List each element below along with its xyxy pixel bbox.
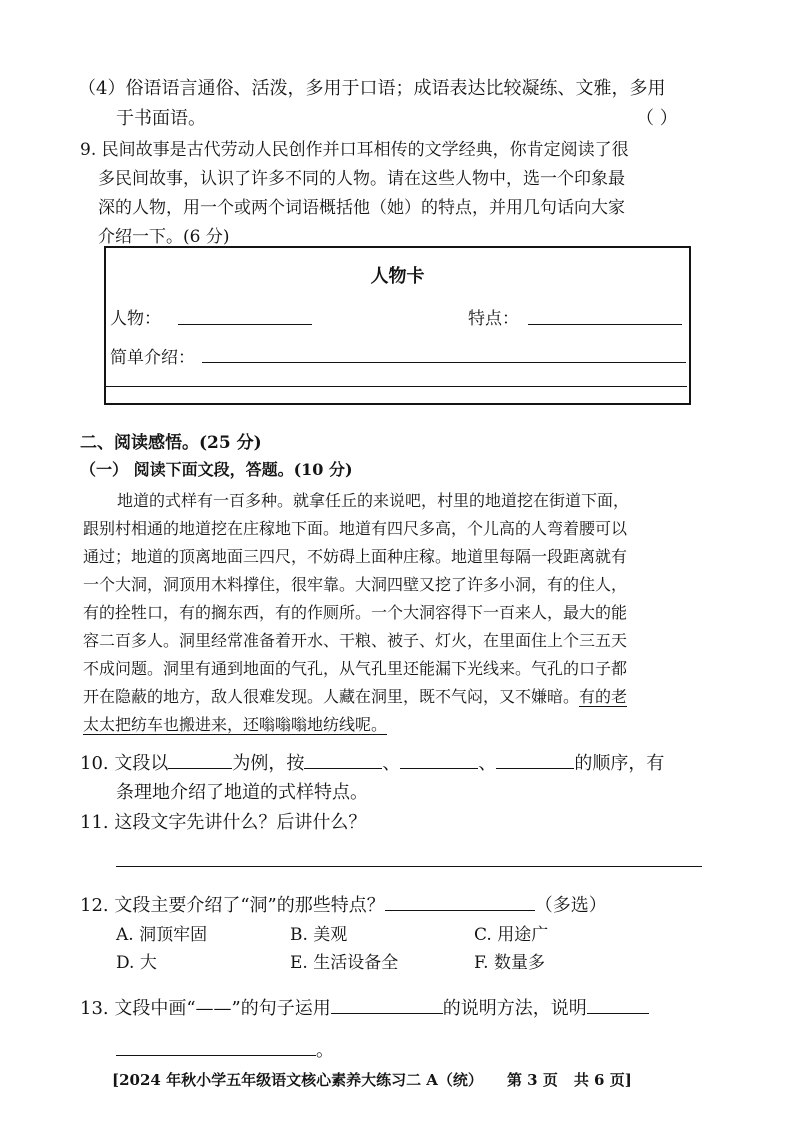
q11-question: 11. 这段文字先讲什么？后讲什么？ (80, 812, 367, 833)
q12-option-c[interactable]: C. 用途广 (474, 925, 549, 945)
q13-blank-method[interactable] (331, 995, 443, 1014)
q13-line2 (116, 1036, 794, 1062)
passage-line-4: 一个大洞，洞顶用木料撑住，很牢靠。大洞四壁又挖了许多小洞，有的住人， (83, 575, 628, 594)
q13-mid: 的说明方法，说明 (442, 998, 587, 1019)
footer-total: 共 6 页] (573, 1071, 632, 1089)
passage-line-3: 通过；地道的顶离地面三四尺，不妨碍上面种庄稼。地道里每隔一段距离就有 (83, 547, 628, 566)
q9-line1: 9. 民间故事是古代劳动人民创作并口耳相传的文学经典，你肯定阅读了很 (80, 140, 629, 160)
card-person-blank[interactable] (178, 324, 312, 325)
q12-question: 12. 文段主要介绍了“洞”的那些特点？ (80, 895, 385, 916)
q9-line3: 深的人物，用一个或两个词语概括他（她）的特点，并用几句话向大家 (98, 198, 625, 218)
q11-answer-line[interactable] (116, 866, 702, 867)
passage-line-9 (83, 712, 794, 735)
q13-line1 (80, 994, 794, 1020)
q10-suffix: 的顺序，有 (574, 753, 665, 774)
q8-item4-line2: 于书面语。 (116, 108, 206, 129)
passage-line-7: 不成问题。洞里有通到地面的气孔，从气孔里还能漏下光线来。气孔的口子都 (83, 659, 628, 678)
passage-line-5: 有的拴牲口，有的搁东西，有的作厕所。一个大洞容得下一百来人，最大的能 (83, 603, 628, 622)
card-title: 人物卡 (370, 266, 425, 287)
q8-item4-line1: （4）俗语语言通俗、活泼，多用于口语；成语表达比较凝练、文雅，多用 (78, 78, 666, 99)
passage-line-2: 跟别村相通的地道挖在庄稼地下面。地道有四尺多高，个儿高的人弯着腰可以 (83, 519, 628, 538)
passage-line-8-text: 开在隐蔽的地方，敌人很难发现。人藏在洞里，既不气闷，又不嫌暗。 (83, 687, 580, 706)
q13-blank-explain-cont[interactable] (116, 1037, 316, 1056)
q10-blank-order-3[interactable] (496, 750, 574, 769)
part1-heading: （一） 阅读下面文段，答题。(10 分) (80, 460, 353, 479)
q12-option-b[interactable]: B. 美观 (290, 925, 348, 945)
card-intro-blank-1[interactable] (202, 362, 686, 363)
underlined-sentence-part1: 有的老 (579, 687, 628, 706)
q13-prefix: 13. 文段中画“——”的句子运用 (80, 998, 331, 1019)
q13-end: 。 (316, 1040, 334, 1061)
q13-blank-explain[interactable] (587, 995, 649, 1014)
section2-heading: 二、阅读感悟。(25 分) (80, 433, 262, 453)
card-trait-label: 特点： (468, 309, 519, 329)
q10-sep2: 、 (478, 753, 497, 774)
q10-mid: 为例，按 (232, 753, 305, 774)
character-card (104, 246, 691, 405)
card-intro-label: 简单介绍： (110, 348, 195, 368)
card-trait-blank[interactable] (528, 324, 682, 325)
q10-sep1: 、 (382, 753, 401, 774)
q9-line4: 介绍一下。(6 分) (98, 227, 230, 247)
card-person-label: 人物： (110, 309, 161, 329)
q12-option-d[interactable]: D. 大 (116, 953, 157, 973)
footer-title: [2024 年秋小学五年级语文核心素养大练习二 A（统） (112, 1071, 483, 1089)
passage-line-8 (83, 684, 794, 707)
q10-prefix: 10. 文段以 (80, 753, 169, 774)
q12-multi-note: （多选） (534, 895, 607, 916)
footer (112, 1069, 794, 1090)
q12-answer-blank[interactable] (385, 892, 535, 911)
q9-line2: 多民间故事，认识了许多不同的人物。请在这些人物中，选一个印象最 (98, 169, 625, 189)
footer-page: 第 3 页 (506, 1071, 558, 1089)
q12-option-f[interactable]: F. 数量多 (474, 953, 545, 973)
q10-blank-order-2[interactable] (400, 750, 478, 769)
passage-line-1: 地道的式样有一百多种。就拿任丘的来说吧，村里的地道挖在街道下面， (117, 491, 630, 510)
q10-blank-order-1[interactable] (304, 750, 382, 769)
q12-option-a[interactable]: A. 洞顶牢固 (116, 925, 208, 945)
underlined-sentence-part2: 太太把纺车也搬进来，还嗡嗡嗡地纺线呢。 (83, 715, 388, 734)
q10-blank-example[interactable] (168, 750, 232, 769)
q8-answer-bracket[interactable]: （ ） (636, 108, 678, 129)
q12-option-e[interactable]: E. 生活设备全 (290, 953, 399, 973)
q12-line (80, 891, 794, 917)
passage-line-6: 容二百多人。洞里经常准备着开水、干粮、被子、灯火，在里面住上个三五天 (83, 631, 628, 650)
q10-line2: 条理地介绍了地道的式样特点。 (116, 782, 368, 803)
q10-line1 (80, 749, 794, 775)
card-intro-blank-2[interactable] (106, 386, 687, 387)
